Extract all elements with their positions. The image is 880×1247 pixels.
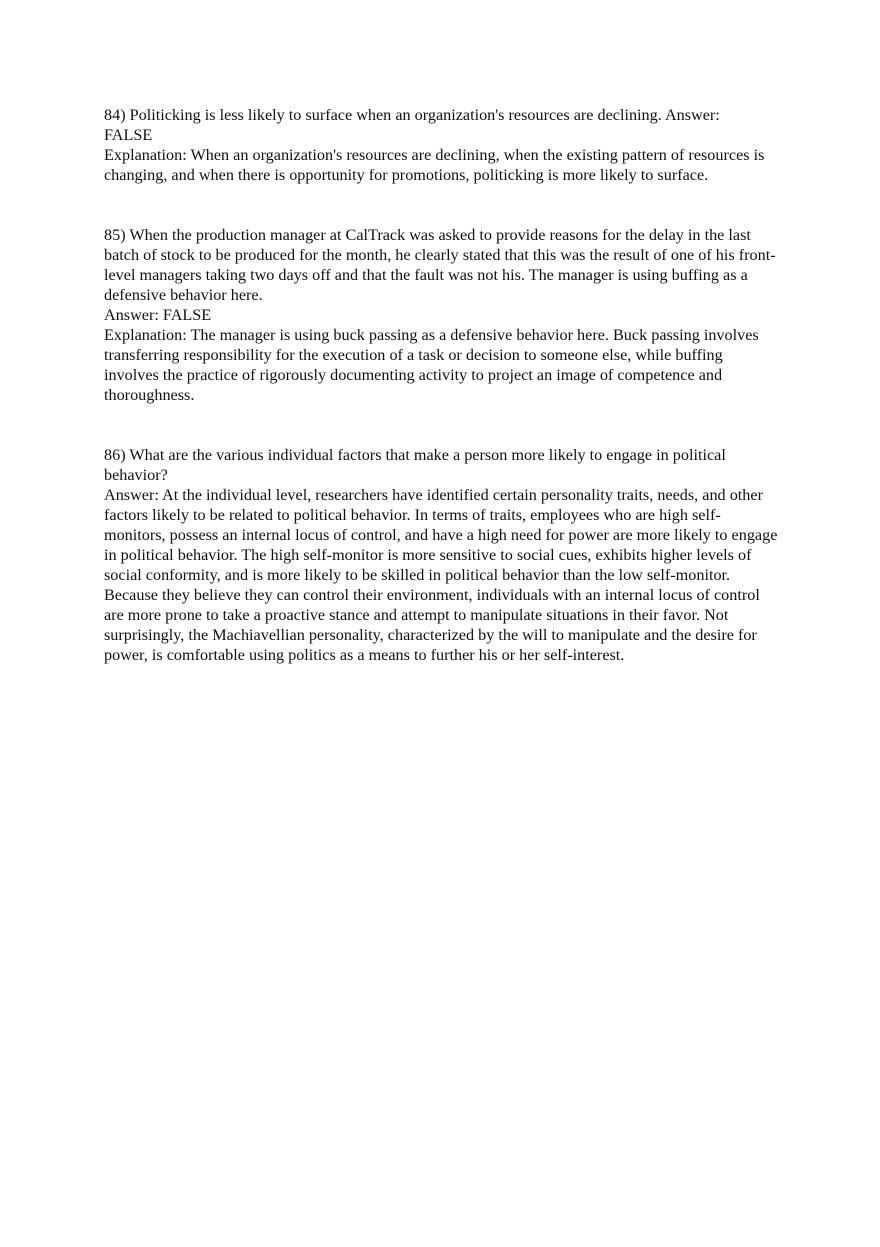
question-84-answer: FALSE <box>104 126 153 144</box>
question-84-text <box>104 105 779 145</box>
question-86 <box>104 445 779 665</box>
question-85-answer: Answer: FALSE <box>104 306 212 324</box>
question-85-prompt: 85) When the production manager at CalTrack was asked to provide reasons for the delay in the last batch of stock to be produced for the month, he clearly stated that this was the result of one of his front-level managers taking two days off and that the fault was not his. The manager is using buffing as a defensive behavior here. <box>104 226 776 304</box>
question-86-prompt: 86) What are the various individual factors that make a person more likely to engage in political behavior? <box>104 446 726 484</box>
question-85-explanation: Explanation: The manager is using buck passing as a defensive behavior here. Buck passing involves transferring responsibility for the execution of a task or decision to someone else, while buffing involves the practice of rigorously documenting activity to project an image of competence and thoroughness. <box>104 326 759 404</box>
question-84-explanation: Explanation: When an organization's resources are declining, when the existing pattern of resources is changing, and when there is opportunity for promotions, politicking is more likely to surface. <box>104 146 765 184</box>
question-85 <box>104 225 779 405</box>
question-84 <box>104 105 779 185</box>
question-86-answer: Answer: At the individual level, researchers have identified certain personality traits, needs, and other factors likely to be related to political behavior. In terms of traits, employees who are high self-monitors, possess an internal locus of control, and have a high need for power are more likely to engage in political behavior. The high self-monitor is more sensitive to social cues, exhibits higher levels of social conformity, and is more likely to be skilled in political behavior than the low self-monitor. Because they believe they can control their environment, individuals with an internal locus of control are more prone to take a proactive stance and attempt to manipulate situations in their favor. Not surprisingly, the Machiavellian personality, characterized by the will to manipulate and the desire for power, is comfortable using politics as a means to further his or her self-interest. <box>104 486 778 664</box>
question-84-prompt: 84) Politicking is less likely to surface when an organization's resources are declining. Answer: <box>104 106 720 124</box>
document-body <box>104 105 779 665</box>
